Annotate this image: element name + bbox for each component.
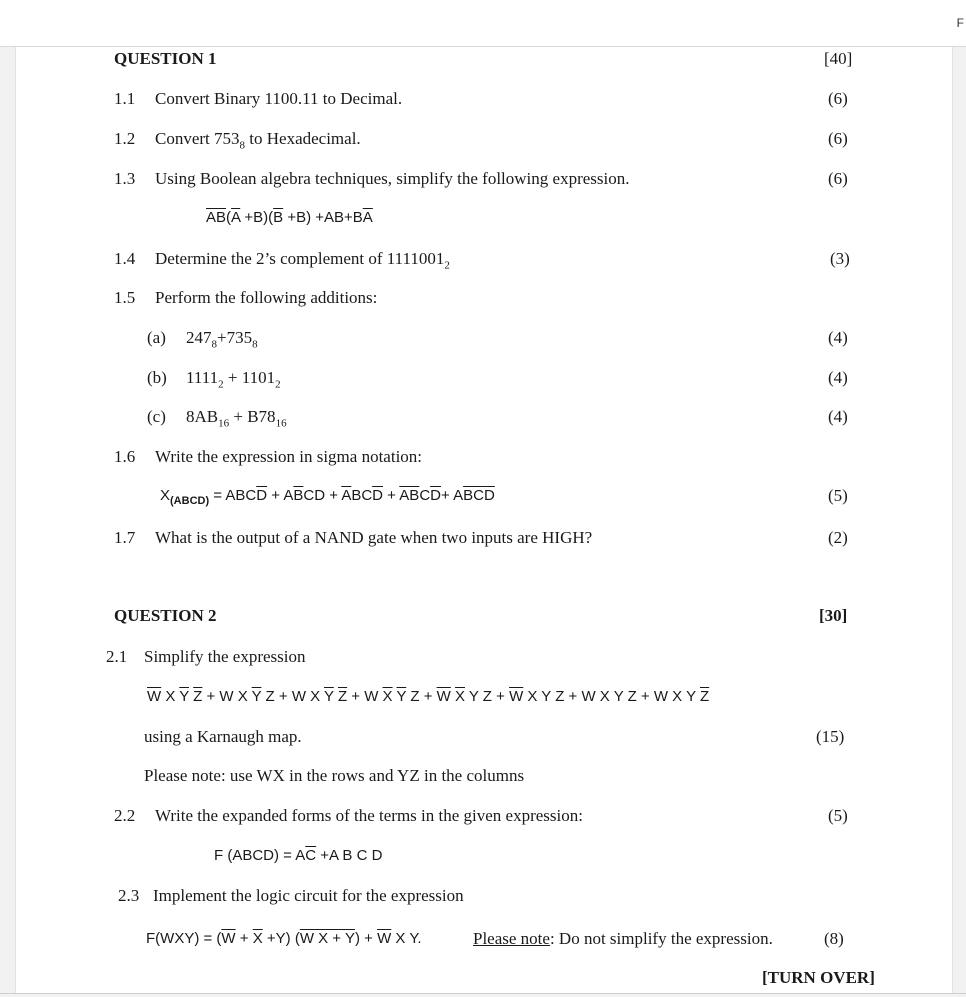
circuit-expression: $F(WXY) = (\overline{W} + \overline{X} +Y)$ (W $X + Y) + \overline{W}$ X Y.	[146, 930, 422, 947]
sigma-expression: $X_{(ABCD)} = ABC\overline{D} + A\overline{B}CD + \overline{A}BC\overline{D} + \overline{AB}C\overline{D}+ A\overline{BC}\overline{D}$	[160, 487, 495, 507]
item-marks: (3)	[830, 249, 850, 268]
toolbar-letter: F	[956, 16, 964, 30]
expanded-expression: F (ABCD) = $A\overline{C} +A$ B C D	[214, 847, 383, 864]
q1-total-marks: [40]	[824, 49, 853, 68]
item-text: What is the output of a NAND gate when two inputs are HIGH?	[155, 528, 593, 547]
q2-heading: QUESTION 2	[114, 606, 217, 625]
item-number: 2.3	[118, 886, 140, 905]
document-page	[15, 47, 953, 993]
boolean-expression: $\overline{AB}(\overline{A} +B)(\overline{B} +B) +AB+B\overline{A}$	[206, 209, 373, 226]
item-marks: (6)	[828, 169, 848, 188]
subitem-label: (a)	[147, 328, 166, 347]
item-number: 1.1	[114, 89, 136, 108]
addition-expression: $1111_2 + 1101_2$	[186, 368, 281, 391]
item-text: Using Boolean algebra techniques, simplify the following expression.	[155, 169, 630, 188]
addition-expression: $247_8+735_8$	[186, 328, 258, 351]
item-marks: (5)	[828, 806, 848, 825]
item-marks: (4)	[828, 407, 848, 426]
kmap-expression: $\overline{W}$ X $\overline{Y}$ $\overline{Z} + W$ X $\overline{Y}$ Z + W X $\overline{Y}$ $\overline{Z} + W$ $\overline{X}$ $\overline{Y}$ $Z + \overline{W}$ $\overline{X}$ Y $Z + \overline{W}$ X Y Z + W X Y Z + W X Y $\overline{Z}$	[147, 688, 710, 705]
item-marks: (4)	[828, 368, 848, 387]
item-number: 2.2	[114, 806, 136, 825]
item-marks: (8)	[824, 929, 844, 948]
item-marks: (5)	[828, 486, 848, 505]
item-marks: (6)	[828, 89, 848, 108]
addition-expression: $8AB_{16} + B78_{16}$	[186, 407, 287, 430]
item-text: using a Karnaugh map.	[144, 727, 302, 746]
item-number: 2.1	[106, 647, 128, 666]
item-text: Determine the 2’s complement of $1111001_2$	[155, 249, 450, 272]
item-text: Perform the following additions:	[155, 288, 378, 307]
item-text: Implement the logic circuit for the expression	[153, 886, 464, 905]
item-text: Write the expression in sigma notation:	[155, 447, 423, 466]
item-number: 1.3	[114, 169, 136, 188]
item-number: 1.2	[114, 129, 136, 148]
turn-over-label: [TURN OVER]	[762, 968, 875, 987]
q2-total-marks: [30]	[819, 606, 848, 625]
circuit-note: Please note: Do not simplify the expression.	[473, 929, 773, 948]
item-number: 1.7	[114, 528, 136, 547]
item-marks: (2)	[828, 528, 848, 547]
item-marks: (15)	[816, 727, 845, 746]
item-number: 1.6	[114, 447, 136, 466]
item-marks: (4)	[828, 328, 848, 347]
subitem-label: (b)	[147, 368, 167, 387]
item-text: Simplify the expression	[144, 647, 306, 666]
item-text: Write the expanded forms of the terms in the given expression:	[155, 806, 583, 825]
subitem-label: (c)	[147, 407, 166, 426]
item-marks: (6)	[828, 129, 848, 148]
item-text: Convert Binary 1100.11 to Decimal.	[155, 89, 403, 108]
item-number: 1.5	[114, 288, 136, 307]
viewer-toolbar	[0, 0, 966, 47]
page-edge	[0, 993, 966, 994]
q1-heading: QUESTION 1	[114, 49, 217, 68]
item-text: Convert $753_8$ to Hexadecimal.	[155, 129, 361, 152]
item-number: 1.4	[114, 249, 136, 268]
note-text: Please note: use WX in the rows and YZ in the columns	[144, 766, 525, 785]
